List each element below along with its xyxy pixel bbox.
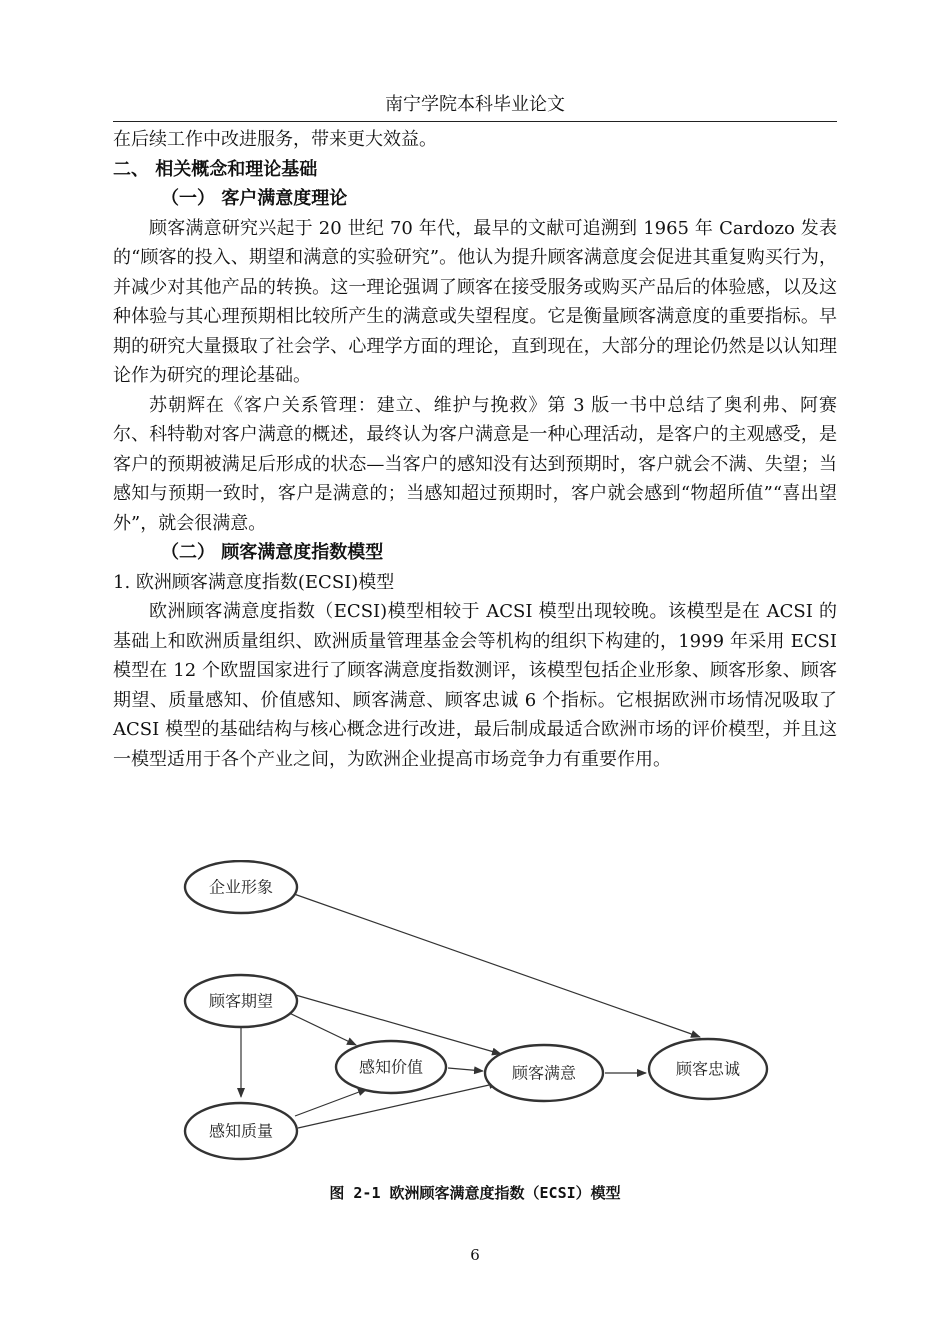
paragraph-1: 顾客满意研究兴起于 20 世纪 70 年代，最早的文献可追溯到 1965 年 Cardozo 发表的“顾客的投入、期望和满意的实验研究”。他认为提升顾客满意度会促进其重复购买行为，并减少对其他产品的转换。这一理论强调了顾客在接受服务或购买产品后的体验感，以及这种体验与其心理预期相比较所产生的满意或失望程度。它是衡量顾客满意度的重要指标。早期的研究大量摄取了社会学、心理学方面的理论，直到现在，大部分的理论仍然是以认知理论作为研究的理论基础。	[113, 217, 837, 386]
page-number: 6	[470, 1246, 480, 1264]
carry-over-paragraph: 在后续工作中改进服务，带来更大效益。	[113, 129, 437, 150]
paragraph-2: 苏朝辉在《客户关系管理：建立、维护与挽救》第 3 版一书中总结了奥利弗、阿赛尔、科特勒对客户满意的概述，最终认为客户满意是一种心理活动，是客户的主观感受，是客户的预期被满足后形成的状态—当客户的感知没有达到预期时，客户就会不满、失望；当感知与预期一致时，客户是满意的；当感知超过预期时，客户就会感到“物超所值”“喜出望外”，就会很满意。	[113, 394, 837, 534]
ecsi-diagram-svg	[180, 860, 780, 1170]
section-heading: 二、 相关概念和理论基础	[113, 158, 318, 180]
header-divider	[113, 121, 837, 122]
running-header: 南宁学院本科毕业论文	[385, 94, 565, 115]
label-customer-loyalty: 顾客忠诚	[675, 1059, 741, 1079]
label-corporate-image: 企业形象	[208, 877, 274, 897]
paragraph-3: 欧洲顾客满意度指数（ECSI)模型相较于 ACSI 模型出现较晚。该模型是在 ACSI 的基础上和欧洲质量组织、欧洲质量管理基金会等机构的组织下构建的，1999 年采用 ECSI 模型在 12 个欧盟国家进行了顾客满意度指数测评，该模型包括企业形象、顾客形象、顾客期望、质量感知、价值感知、顾客满意、顾客忠诚 6 个指标。它根据欧洲市场情况吸取了 ACSI 模型的基础结构与核心概念进行改进，最后制成最适合欧洲市场的评价模型，并且这一模型适用于各个产业之间，为欧洲企业提高市场竞争力有重要作用。	[113, 601, 837, 770]
label-customer-satisfaction: 顾客满意	[511, 1063, 577, 1083]
page-body	[113, 125, 837, 774]
edge-image-to-loyalty	[294, 894, 700, 1037]
subsection-heading-2: （二） 顾客满意度指数模型	[161, 542, 384, 563]
ecsi-model-diagram	[180, 860, 780, 1170]
label-customer-expectation: 顾客期望	[208, 991, 274, 1011]
figure-caption: 图 2-1 欧洲顾客满意度指数（ECSI）模型	[329, 1184, 621, 1202]
edge-quality-to-value	[295, 1089, 367, 1116]
edge-expectation-to-value	[283, 1010, 356, 1045]
label-perceived-quality: 感知质量	[208, 1121, 274, 1141]
label-perceived-value: 感知价值	[358, 1057, 424, 1077]
edge-value-to-satisfaction	[448, 1068, 483, 1071]
sub-item-heading: 1. 欧洲顾客满意度指数(ECSI)模型	[113, 571, 395, 593]
subsection-heading-1: （一） 客户满意度理论	[161, 188, 348, 209]
